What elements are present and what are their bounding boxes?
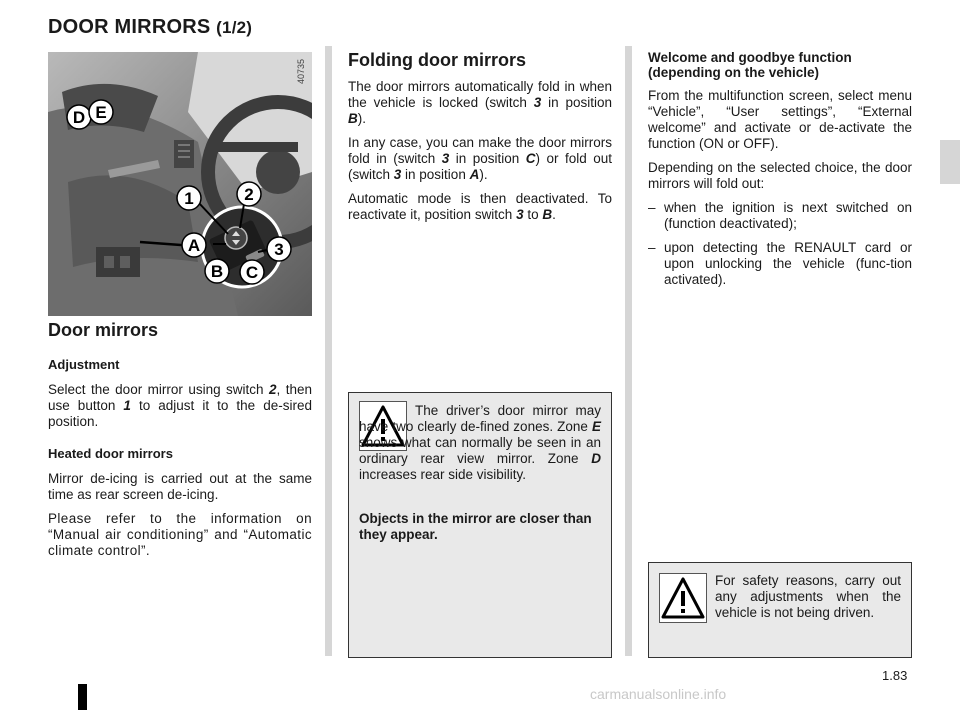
- callout-c-label: C: [245, 263, 259, 282]
- welcome-heading-line2: (depending on the vehicle): [648, 65, 820, 80]
- callout-b-label: B: [210, 262, 224, 281]
- folding-paragraph-3: Automatic mode is then deactivated. To reactivate it, position switch 3 to B.: [348, 191, 612, 222]
- heated-paragraph-1: Mirror de-icing is carried out at the same time as rear screen de-icing.: [48, 471, 312, 502]
- page-title-suffix: (1/2): [216, 18, 253, 37]
- page-title: [48, 16, 252, 39]
- callout-2-label: 2: [244, 185, 254, 204]
- callout-2: [236, 181, 262, 212]
- safety-warning-text: For safety reasons, carry out any adjustments when the vehicle is not being driven.: [715, 573, 901, 620]
- page-number: 1.83: [882, 668, 908, 683]
- illustration-ref-number: 40735: [296, 58, 306, 84]
- callout-3: [266, 236, 292, 267]
- callout-1-label: 1: [184, 189, 194, 208]
- mirror-zones-warning-text: The driver’s door mirror may have two clearly de-fined zones. Zone E shows what can normally be seen in an ordinary rear view mirror. Zone D increases rear side visibility.: [359, 403, 601, 482]
- callout-1: [176, 185, 202, 216]
- adjustment-subheading: Adjustment: [48, 357, 120, 372]
- door-mirrors-heading: Door mirrors: [48, 320, 159, 340]
- heated-paragraph-2: Please refer to the information on “Manual air conditioning” and “Automatic climate control”.: [48, 511, 312, 558]
- door-mirror-control-illustration: [48, 52, 312, 316]
- callout-e: [88, 99, 114, 130]
- mirror-closer-warning: Objects in the mirror are closer than they appear.: [359, 511, 592, 542]
- middle-column: [348, 50, 612, 223]
- callout-b: [204, 258, 230, 289]
- welcome-paragraph-1: From the multifunction screen, select menu “Vehicle”, “User settings”, “External welcome” and activate or de-activate the function (ON or OFF).: [648, 88, 912, 151]
- heated-mirrors-subheading: Heated door mirrors: [48, 446, 173, 461]
- welcome-list-item: – upon detecting the RENAULT card or upon unlocking the vehicle (func-tion activated).: [648, 240, 912, 287]
- column-divider-right: [625, 46, 632, 656]
- folding-paragraph-2: In any case, you can make the door mirrors fold in (switch 3 in position C) or fold out (switch 3 in position A).: [348, 135, 612, 182]
- corner-crop-mark: [78, 684, 87, 710]
- warning-triangle-icon: [659, 573, 707, 623]
- welcome-heading-line1: Welcome and goodbye function: [648, 50, 852, 65]
- callout-d-label: D: [72, 108, 86, 127]
- column-divider-left: [325, 46, 332, 656]
- mirror-zones-warning-box: [348, 392, 612, 658]
- folding-heading: Folding door mirrors: [348, 50, 526, 70]
- adjustment-paragraph: Select the door mirror using switch 2, then use button 1 to adjust it to the de-sired position.: [48, 382, 312, 429]
- right-column: [648, 50, 912, 288]
- safety-warning-box: [648, 562, 912, 658]
- callout-c: [239, 259, 265, 290]
- interior-drawing: [48, 52, 312, 316]
- watermark: carmanualsonline.info: [590, 686, 727, 702]
- welcome-list-item: – when the ignition is next switched on (function deactivated);: [648, 200, 912, 231]
- callout-3-label: 3: [274, 240, 284, 259]
- welcome-paragraph-2: Depending on the selected choice, the door mirrors will fold out:: [648, 160, 912, 191]
- callout-e-label: E: [95, 103, 107, 122]
- page-title-text: DOOR MIRRORS: [48, 16, 211, 38]
- left-column: [48, 320, 312, 559]
- section-tab: [940, 140, 960, 184]
- folding-paragraph-1: The door mirrors automatically fold in when the vehicle is locked (switch 3 in position B).: [348, 79, 612, 126]
- callout-a-label: A: [187, 236, 201, 255]
